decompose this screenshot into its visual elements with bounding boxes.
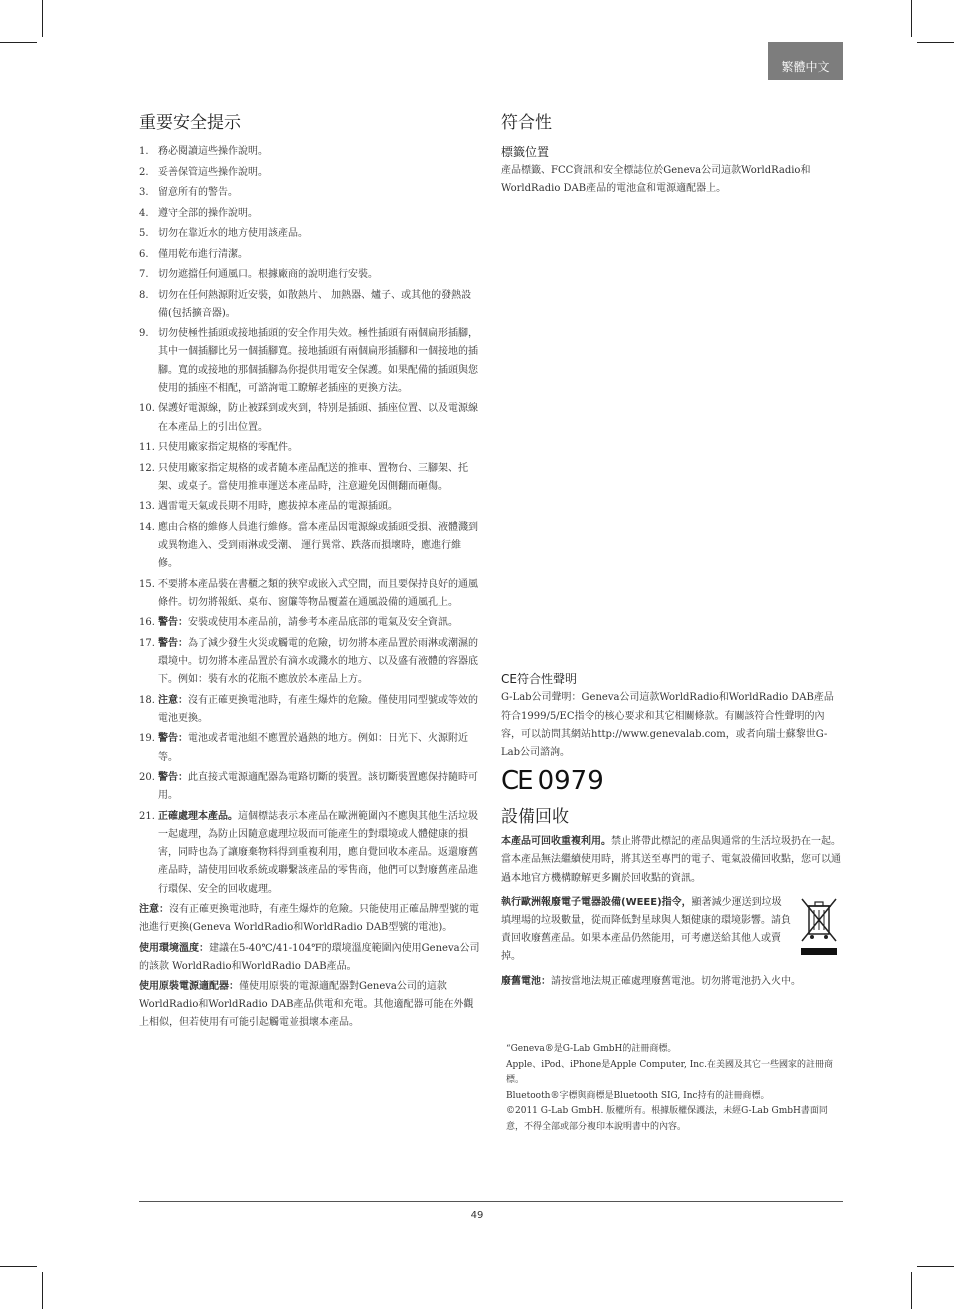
safety-item xyxy=(139,439,480,457)
ce-heading: CE符合性聲明 xyxy=(501,672,577,687)
safety-heading: 重要安全提示 xyxy=(139,113,241,133)
compliance-heading: 符合性 xyxy=(501,113,552,133)
safety-item xyxy=(139,205,480,223)
safety-item-text xyxy=(158,730,480,766)
safety-note xyxy=(139,978,480,1033)
safety-item-body: 僅用乾布進行清潔。 xyxy=(158,248,248,260)
safety-item-text xyxy=(158,769,480,805)
safety-item-number: 5. xyxy=(139,228,149,239)
trademark-line: Apple、iPod、iPhone是Apple Computer, Inc.在美國及其它一些國家的註冊商標。 xyxy=(506,1059,833,1085)
spacer xyxy=(501,198,843,670)
safety-item-number: 6. xyxy=(139,248,149,260)
safety-item-text xyxy=(158,325,480,398)
label-location-heading: 標籤位置 xyxy=(501,145,550,159)
safety-item-number: 12. xyxy=(139,462,155,474)
safety-item-body: 切勿在靠近水的地方使用該產品。 xyxy=(158,228,308,239)
compliance-column xyxy=(501,108,843,991)
crop-mark xyxy=(917,1266,954,1267)
safety-column xyxy=(139,108,480,1033)
weee-text xyxy=(501,894,791,967)
safety-item-number: 15. xyxy=(139,578,155,590)
crop-mark xyxy=(917,42,954,43)
safety-item-body: 留意所有的警告。 xyxy=(158,187,238,198)
safety-list xyxy=(139,143,480,899)
safety-note xyxy=(139,940,480,976)
safety-item-number: 11. xyxy=(139,442,155,454)
ce-text: G-Lab公司聲明：Geneva公司這款WorldRadio和WorldRadio DAB產品符合1999/5/EC指令的核心要求和其它相關條款。有關該符合性聲明的內容，可以訪問其網站http://www.genevalab.com，或者向瑞士蘇黎世G-Lab公司諮詢。 xyxy=(501,692,834,759)
safety-item-number: 18. xyxy=(139,694,155,706)
safety-item-text xyxy=(158,143,480,161)
safety-item-body: 安裝或使用本產品前，請參考本產品底部的電氣及安全資訊。 xyxy=(188,617,458,629)
recycling-body: 禁止將帶此標記的產品與通常的生活垃圾扔在一起。當本產品無法繼續使用時，將其送至專門的電子、電氣設備回收點，您可以通過本地官方機構瞭解更多關於回收點的資訊。 xyxy=(501,836,841,884)
safety-item xyxy=(139,635,480,690)
trademark-notes xyxy=(506,1042,842,1135)
safety-item-body: 切勿遮擋任何通風口。根據廠商的說明進行安裝。 xyxy=(158,269,378,280)
safety-item xyxy=(139,519,480,574)
safety-item-body: 切勿在任何熱源附近安裝，如散熱片、 加熱器、爐子、或其他的發熱設備(包括擴音器)。 xyxy=(158,289,472,319)
crop-mark xyxy=(42,0,43,37)
safety-item-body: 保護好電源線，防止被踩到或夾到，特別是插頭、插座位置、以及電源線在本產品上的引出位置。 xyxy=(158,403,478,433)
safety-item-number: 10. xyxy=(139,403,155,415)
crop-mark xyxy=(911,1272,912,1309)
trademark-line: Bluetooth®字標與商標是Bluetooth SIG, Inc持有的註冊商標。 xyxy=(506,1090,770,1101)
safety-item xyxy=(139,460,480,496)
safety-item-body: 此直接式電源適配器為電路切斷的裝置。該切斷裝置應保持隨時可用。 xyxy=(158,772,478,802)
language-tab: 繁體中文 xyxy=(768,42,843,80)
safety-item-text xyxy=(158,635,480,690)
safety-item-text xyxy=(158,287,480,323)
safety-item-keyword: 正確處理本產品。 xyxy=(158,810,238,822)
safety-item-body: 只使用廠家指定規格的零配件。 xyxy=(158,442,298,454)
safety-item-body: 為了減少發生火災或觸電的危險，切勿將本產品置於雨淋或潮濕的環境中。切勿將本產品置於有滴水或濺水的地方、以及盛有液體的容器底下。例如：裝有水的花瓶不應放於本產品上方。 xyxy=(158,637,478,686)
safety-item-body: 妥善保管這些操作說明。 xyxy=(158,166,268,178)
recycling-keyword: 本產品可回收重複利用。 xyxy=(501,836,611,848)
crop-mark xyxy=(911,0,912,37)
safety-item-text xyxy=(158,225,480,243)
recycling-text xyxy=(501,833,843,888)
safety-item xyxy=(139,184,480,202)
safety-item-text xyxy=(158,164,480,182)
safety-notes xyxy=(139,901,480,1032)
safety-item-text xyxy=(158,205,480,223)
safety-item-keyword: 警告： xyxy=(158,772,188,784)
safety-item-body: 只使用廠家指定規格的或者隨本產品配送的推車、置物台、三腳架、托架、或桌子。當使用推車運送本產品時，注意避免因側翻而砸傷。 xyxy=(158,462,468,492)
safety-item-body: 務必閱讀這些操作說明。 xyxy=(158,146,268,157)
safety-item-body: 切勿使極性插頭或接地插頭的安全作用失效。極性插頭有兩個扁形插腳，其中一個插腳比另一個插腳寬。接地插頭有兩個扁形插腳和一個接地的插腳。寬的或接地的那個插腳為你提供用電安全保護。如果配備的插頭與您使用的插座不相配，可諮詢電工瞭解老插座的更換方法。 xyxy=(158,328,478,394)
safety-note-keyword: 注意： xyxy=(139,904,169,916)
safety-item-number: 2. xyxy=(139,166,149,178)
crop-mark xyxy=(0,1266,37,1267)
safety-item-text xyxy=(158,266,480,284)
crossed-bin-icon xyxy=(799,896,839,958)
ce-logo: CE xyxy=(501,766,532,797)
ce-mark xyxy=(501,766,843,796)
safety-item xyxy=(139,769,480,805)
ce-notified-body-number: 0979 xyxy=(537,766,604,797)
safety-note xyxy=(139,901,480,937)
safety-item-body: 不要將本產品裝在書櫃之類的狹窄或嵌入式空間，而且要保持良好的通風條件。切勿將報紙、桌布、窗簾等物品覆蓋在通風設備的通風孔上。 xyxy=(158,578,478,608)
safety-item-number: 19. xyxy=(139,733,155,745)
safety-item-text xyxy=(158,614,480,632)
safety-item xyxy=(139,246,480,264)
trademark-line: “Geneva®是G-Lab GmbH的註冊商標。 xyxy=(506,1044,677,1054)
safety-item-keyword: 警告： xyxy=(158,733,188,745)
safety-item-body: 遇雷電天氣或長期不用時，應拔掉本產品的電源插頭。 xyxy=(158,501,398,513)
safety-note-body: 建議在5-40℃/41-104℉的環境溫度範圍內使用Geneva公司的該款 WorldRadio和WorldRadio DAB產品。 xyxy=(139,942,480,972)
safety-item-text xyxy=(158,519,480,574)
safety-item-number: 1. xyxy=(139,146,149,157)
battery-text xyxy=(501,973,843,991)
safety-item-number: 9. xyxy=(139,328,149,340)
safety-item xyxy=(139,225,480,243)
safety-note-body: 沒有正確更換電池時，有產生爆炸的危險。只能使用正確品牌型號的電池進行更換(Geneva WorldRadio和WorldRadio DAB型號的電池)。 xyxy=(139,904,479,934)
safety-item-number: 17. xyxy=(139,637,155,649)
safety-item xyxy=(139,287,480,323)
safety-item xyxy=(139,266,480,284)
safety-item-keyword: 注意： xyxy=(158,694,188,706)
safety-note-keyword: 使用環境溫度： xyxy=(139,942,209,954)
footer-rule xyxy=(139,1201,843,1202)
recycling-heading: 設備回收 xyxy=(501,807,569,828)
safety-item-text xyxy=(158,184,480,202)
crop-mark xyxy=(42,1272,43,1309)
safety-item-number: 13. xyxy=(139,501,155,513)
weee-keyword: 執行歐洲報廢電子電器設備(WEEE)指令， xyxy=(501,896,692,908)
label-location-text: 產品標籤、FCC資訊和安全標誌位於Geneva公司這款WorldRadio和WorldRadio DAB產品的電池盒和電源適配器上。 xyxy=(501,165,811,195)
battery-body: 請按當地法規正確處理廢舊電池。切勿將電池扔入火中。 xyxy=(551,975,801,987)
safety-item-number: 21. xyxy=(139,810,155,822)
safety-item-number: 8. xyxy=(139,289,149,301)
safety-item-body: 電池或者電池組不應置於過熱的地方。例如：日光下、火源附近等。 xyxy=(158,733,468,763)
safety-item xyxy=(139,164,480,182)
safety-item-text xyxy=(158,439,480,457)
safety-item-number: 16. xyxy=(139,617,155,629)
safety-item-body: 應由合格的維修人員進行維修。當本產品因電源線或插頭受損、液體濺到或異物進入、受到雨淋或受潮、 運行異常、跌落而損壞時，應進行維修。 xyxy=(158,521,478,570)
safety-item xyxy=(139,692,480,728)
safety-item-body: 遵守全部的操作說明。 xyxy=(158,207,258,219)
safety-item xyxy=(139,730,480,766)
safety-item xyxy=(139,808,480,899)
weee-block xyxy=(501,894,843,967)
crop-mark xyxy=(0,42,37,43)
safety-item-number: 3. xyxy=(139,187,149,198)
safety-item xyxy=(139,143,480,161)
safety-item-text xyxy=(158,808,480,899)
safety-item-text xyxy=(158,692,480,728)
safety-item xyxy=(139,498,480,516)
safety-item-text xyxy=(158,246,480,264)
safety-item-number: 14. xyxy=(139,521,155,533)
safety-item-body: 這個標誌表示本產品在歐洲範圍內不應與其他生活垃圾一起處理，為防止因隨意處理垃圾而可能產生的對環境或人體健康的損害，同時也為了讓廢棄物料得到重複利用，應自覺回收本產品。返還廢舊產品時，請使用回收系統或聯繫該產品的零售商，他們可以對廢舊產品進行環保、安全的回收處理。 xyxy=(158,810,478,895)
safety-note-body: 僅使用原裝的電源適配器對Geneva公司的這款 WorldRadio和WorldRadio DAB產品供電和充電。其他適配器可能在外觀上相似，但若使用有可能引起觸電並損壞本產品。 xyxy=(139,980,474,1029)
safety-item-text xyxy=(158,498,480,516)
safety-item-number: 4. xyxy=(139,207,149,219)
safety-note-keyword: 使用原裝電源適配器： xyxy=(139,980,239,992)
safety-item-number: 20. xyxy=(139,772,155,784)
page-number: 49 xyxy=(470,1210,484,1221)
safety-item-number: 7. xyxy=(139,269,149,280)
battery-keyword: 廢舊電池： xyxy=(501,975,551,987)
safety-item-text xyxy=(158,460,480,496)
safety-item-text xyxy=(158,400,480,436)
safety-item-text xyxy=(158,576,480,612)
safety-item-keyword: 警告： xyxy=(158,637,188,649)
weee-body: 顯著減少運送到垃圾填埋場的垃圾數量，從而降低對星球與人類健康的環境影響。請負責回收廢舊產品。如果本產品仍然能用，可考慮送給其他人或賣掉。 xyxy=(501,896,791,963)
safety-item-body: 沒有正確更換電池時，有產生爆炸的危險。僅使用同型號或等效的電池更換。 xyxy=(158,694,478,724)
safety-item xyxy=(139,325,480,398)
safety-item xyxy=(139,576,480,612)
trademark-line: ©2011 G-Lab GmbH. 版權所有。根據版權保護法，未經G-Lab GmbH書面同意，不得全部或部分複印本說明書中的內容。 xyxy=(506,1106,828,1132)
safety-item xyxy=(139,400,480,436)
safety-item-keyword: 警告： xyxy=(158,617,188,629)
safety-item xyxy=(139,614,480,632)
